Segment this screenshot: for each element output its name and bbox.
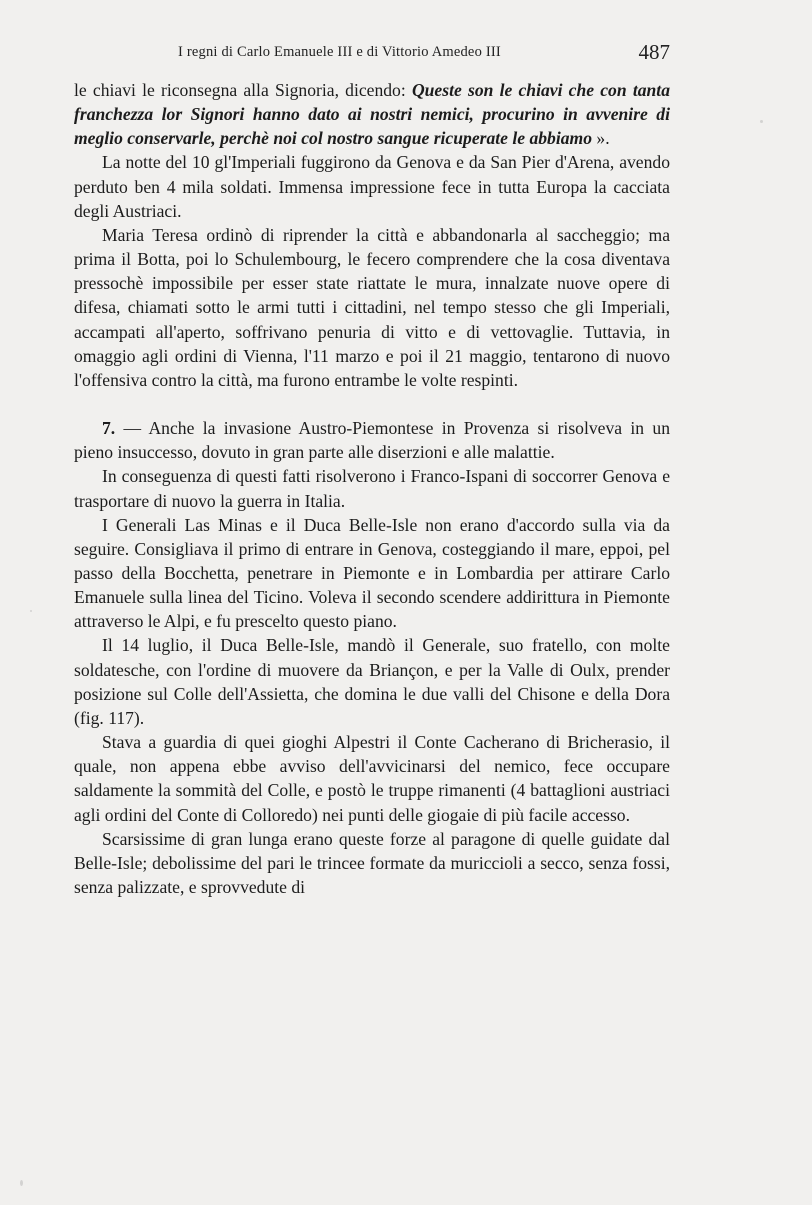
- paragraph-text: le chiavi le riconsegna alla Signoria, dicendo:: [74, 80, 412, 100]
- body-text: [74, 78, 670, 899]
- running-header: I regni di Carlo Emanuele III e di Vittorio Amedeo III: [178, 44, 501, 60]
- paragraph: I Generali Las Minas e il Duca Belle-Isle non erano d'accordo sulla via da seguire. Consigliava il primo di entrare in Genova, costeggiando il mare, eppoi, pel passo della Bocchetta, penetrare in Piemonte e in Lombardia per attirare Carlo Emanuele sulla linea del Ticino. Voleva il secondo scendere addirittura in Piemonte attraverso le Alpi, e fu prescelto questo piano.: [74, 514, 670, 632]
- paragraph-continuation: [74, 78, 670, 150]
- scan-speck: [30, 610, 32, 612]
- section-paragraph: [74, 416, 670, 464]
- page-number: 487: [638, 40, 670, 64]
- paragraph: Il 14 luglio, il Duca Belle-Isle, mandò il Generale, suo fratello, con molte soldatesche, con l'ordine di muovere da Briançon, e per la Valle di Oulx, prender posizione sul Colle dell'Assietta, che domina le due valli del Chisone e della Dora (fig. 117).: [74, 635, 670, 728]
- scan-speck: [760, 120, 763, 123]
- section-number: 7.: [102, 418, 116, 439]
- paragraph: In conseguenza di questi fatti risolverono i Franco-Ispani di soccorrer Genova e trasportare di nuovo la guerra in Italia.: [74, 466, 670, 511]
- italic-quote: Queste son le chiavi che con tanta franchezza lor Signori hanno dato ai nostri nemici, procurino in avvenire di meglio conservarle, perchè noi col nostro sangue ricuperate le abbiamo: [74, 80, 670, 149]
- paragraph: La notte del 10 gl'Imperiali fuggirono da Genova e da San Pier d'Arena, avendo perduto ben 4 mila soldati. Immensa impressione fece in tutta Europa la cacciata degli Austriaci.: [74, 152, 670, 221]
- paragraph: Stava a guardia di quei gioghi Alpestri il Conte Cacherano di Bricherasio, il quale, non appena ebbe avviso dell'avvicinarsi del nemico, fece occupare saldamente la sommità del Colle, e postò le truppe rimanenti (4 battaglioni austriaci agli ordini del Conte di Colloredo) nei punti delle giogaie di più facile accesso.: [74, 732, 670, 825]
- paragraph-text: — Anche la invasione Austro-Piemontese in Provenza si risolveva in un pieno insuccesso, dovuto in gran parte alle diserzioni e alle malattie.: [74, 418, 670, 463]
- paragraph: Maria Teresa ordinò di riprender la città e abbandonarla al saccheggio; ma prima il Botta, poi lo Schulembourg, le fecero comprendere che la cosa diventava pressochè impossibile per esser state riattate le mura, innalzate nuove opere di difesa, chiamati sotto le armi tutti i cittadini, nel tempo stesso che gli Imperiali, accampati all'aperto, soffrivano penuria di vitto e di vettovaglie. Tuttavia, in omaggio agli ordini di Vienna, l'11 marzo e poi il 21 maggio, tentarono di nuovo l'offensiva contro la città, ma furono entrambe le volte respinti.: [74, 224, 670, 390]
- paragraph-text: ».: [592, 128, 610, 149]
- scan-speck: [20, 1180, 23, 1186]
- paragraph: Scarsissime di gran lunga erano queste forze al paragone di quelle guidate dal Belle-Isle; debolissime del pari le trincee formate da muriccioli a secco, senza fossi, senza palizzate, e sprovvedute di: [74, 828, 670, 897]
